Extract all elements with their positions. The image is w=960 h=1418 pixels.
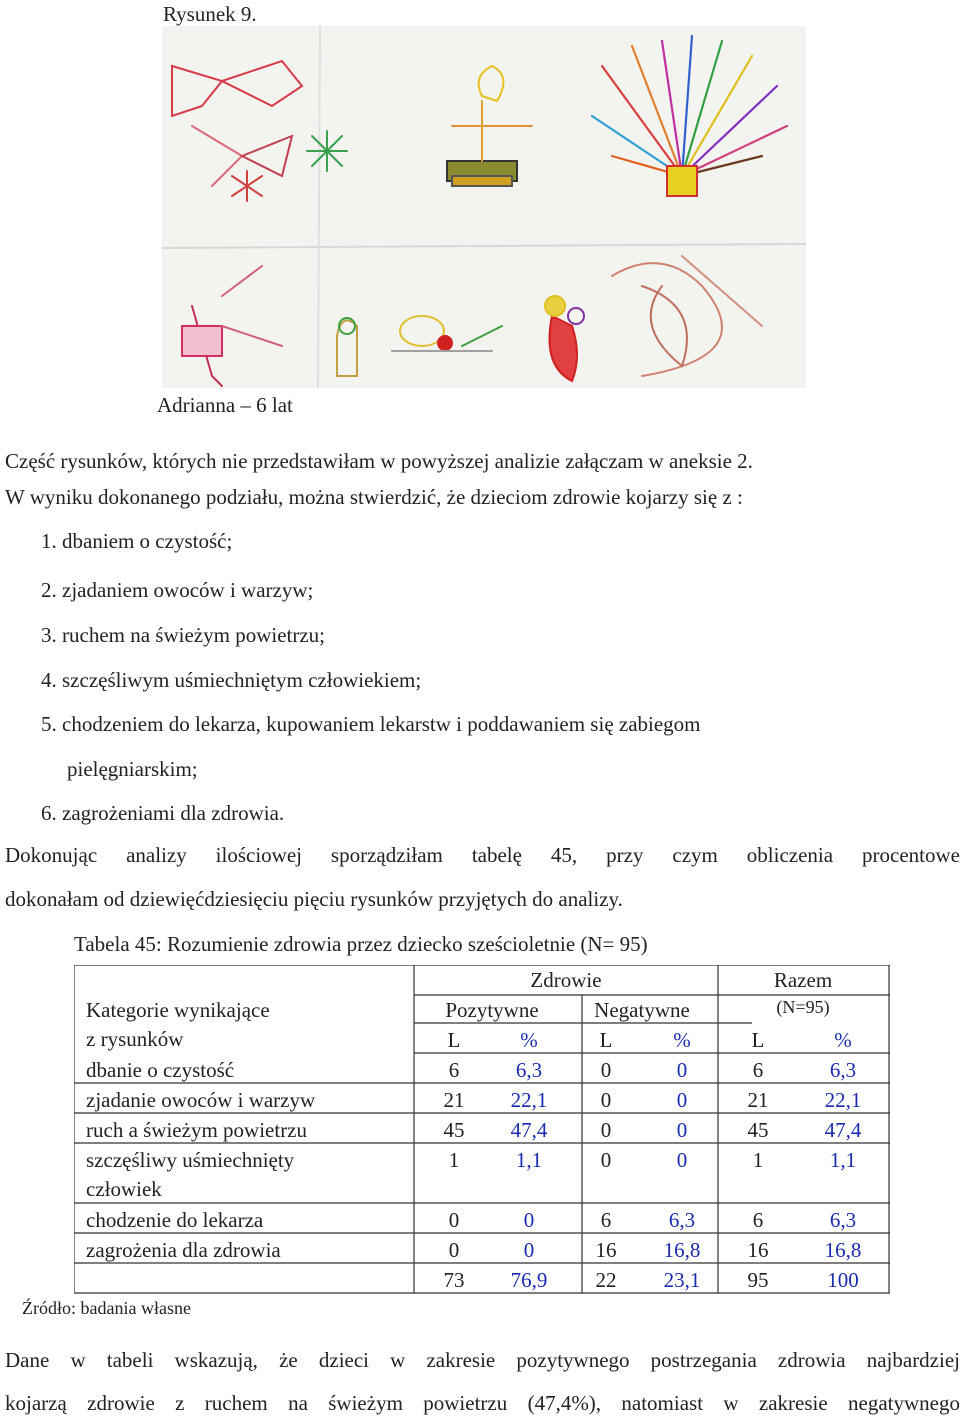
cell-tot-l: 16 [747, 1238, 769, 1262]
list-number: 6. [41, 801, 57, 825]
header-positive: Pozytywne [445, 998, 539, 1022]
cell-neg-p: 0 [676, 1088, 688, 1112]
list-text: szczęśliwym uśmiechniętym człowiekiem; [62, 668, 422, 692]
cell-neg-p: 6,3 [668, 1208, 696, 1232]
cell-pos-l: 0 [448, 1208, 460, 1232]
cell-tot-l: 6 [752, 1058, 764, 1082]
cell-neg-p: 23,1 [663, 1268, 701, 1292]
cell-tot-p: 6,3 [829, 1058, 857, 1082]
cell-tot-l: 45 [747, 1118, 769, 1142]
row-category: zjadanie owoców i warzyw [86, 1088, 316, 1112]
list-text: chodzeniem do lekarza, kupowaniem lekarstw i poddawaniem się zabiegom [62, 712, 701, 736]
cell-pos-p: 6,3 [515, 1058, 543, 1082]
list-item [41, 801, 284, 825]
cell-pos-l: 45 [443, 1118, 465, 1142]
list-text: ruchem na świeżym powietrzu; [62, 623, 325, 647]
cell-neg-l: 0 [600, 1148, 612, 1172]
row-category: dbanie o czystość [86, 1058, 235, 1082]
data-table [74, 965, 890, 1294]
header-category-line1: Kategorie wynikające [86, 998, 270, 1022]
cell-pos-l: 1 [448, 1148, 460, 1172]
cell-tot-p: 1,1 [829, 1148, 857, 1172]
header-total: Razem [773, 968, 833, 992]
cell-neg-p: 0 [676, 1058, 688, 1082]
header-negative: Negatywne [594, 998, 690, 1022]
list-continuation: pielęgniarskim; [67, 757, 198, 781]
header-sub: L [599, 1028, 613, 1052]
cell-pos-p: 0 [523, 1208, 535, 1232]
row-category: chodzenie do lekarza [86, 1208, 264, 1232]
cell-pos-p: 76,9 [510, 1268, 548, 1292]
cell-neg-l: 16 [595, 1238, 617, 1262]
figure-caption: Adrianna – 6 lat [157, 393, 293, 417]
cell-tot-l: 1 [752, 1148, 764, 1172]
table-source: Źródło: badania własne [22, 1298, 191, 1318]
intro-line-2: W wyniku dokonanego podziału, można stwierdzić, że dzieciom zdrowie kojarzy się z : [5, 485, 743, 509]
cell-tot-p: 47,4 [824, 1118, 862, 1142]
cell-neg-l: 22 [595, 1268, 617, 1292]
cell-tot-l: 6 [752, 1208, 764, 1232]
intro-line-1: Część rysunków, których nie przedstawiłam w powyższej analizie załączam w aneksie 2. [5, 449, 753, 473]
header-sub: % [673, 1028, 691, 1052]
list-number: 3. [41, 623, 57, 647]
cell-pos-l: 73 [443, 1268, 465, 1292]
cell-tot-l: 21 [747, 1088, 769, 1112]
list-item [41, 529, 232, 553]
cell-tot-p: 6,3 [829, 1208, 857, 1232]
list-item [41, 623, 325, 647]
header-sub: % [834, 1028, 852, 1052]
table-title: Tabela 45: Rozumienie zdrowia przez dziecko sześcioletnie (N= 95) [74, 932, 648, 956]
header-sub: L [447, 1028, 461, 1052]
row-category: zagrożenia dla zdrowia [86, 1238, 281, 1262]
header-health: Zdrowie [530, 968, 602, 992]
list-number: 2. [41, 578, 57, 602]
list-text: zjadaniem owoców i warzyw; [62, 578, 314, 602]
cell-tot-p: 100 [827, 1268, 859, 1292]
cell-neg-p: 16,8 [663, 1238, 701, 1262]
cell-neg-l: 0 [600, 1058, 612, 1082]
paragraph-line-2: dokonałam od dziewięćdziesięciu pięciu rysunków przyjętych do analizy. [5, 887, 623, 911]
cell-pos-l: 6 [448, 1058, 460, 1082]
cell-neg-l: 6 [600, 1208, 612, 1232]
figure-title: Rysunek 9. [163, 2, 257, 26]
row-category: ruch a świeżym powietrzu [86, 1118, 308, 1142]
list-number: 1. [41, 529, 57, 553]
header-category-line2: z rysunków [86, 1027, 184, 1051]
list-text: zagrożeniami dla zdrowia. [62, 801, 285, 825]
cell-pos-p: 1,1 [515, 1148, 543, 1172]
child-drawing [162, 26, 806, 388]
conclusion-line-2: kojarzą zdrowie z ruchem na świeżym powietrzu (47,4%), natomiast w zakresie negatywnego [5, 1391, 960, 1415]
conclusion-line-1: Dane w tabeli wskazują, że dzieci w zakresie pozytywnego postrzegania zdrowia najbardziej [5, 1348, 960, 1372]
cell-neg-l: 0 [600, 1088, 612, 1112]
cell-tot-l: 95 [747, 1268, 769, 1292]
cell-pos-l: 21 [443, 1088, 465, 1112]
list-item [41, 578, 313, 602]
list-item [41, 712, 701, 736]
cell-neg-p: 0 [676, 1148, 688, 1172]
cell-neg-p: 0 [676, 1118, 688, 1142]
header-total-n: (N=95) [776, 997, 830, 1017]
list-number: 4. [41, 668, 57, 692]
cell-pos-p: 0 [523, 1238, 535, 1262]
header-sub: % [520, 1028, 538, 1052]
cell-pos-l: 0 [448, 1238, 460, 1262]
list-item [41, 668, 421, 692]
row-category-continuation: człowiek [86, 1177, 162, 1201]
list-text: dbaniem o czystość; [62, 529, 233, 553]
cell-pos-p: 47,4 [510, 1118, 548, 1142]
paragraph-line-1: Dokonując analizy ilościowej sporządziłam tabelę 45, przy czym obliczenia procentowe [5, 843, 960, 867]
cell-tot-p: 22,1 [824, 1088, 862, 1112]
cell-neg-l: 0 [600, 1118, 612, 1142]
header-sub: L [751, 1028, 765, 1052]
list-number: 5. [41, 712, 57, 736]
cell-tot-p: 16,8 [824, 1238, 862, 1262]
row-category: szczęśliwy uśmiechnięty [86, 1148, 295, 1172]
cell-pos-p: 22,1 [510, 1088, 548, 1112]
